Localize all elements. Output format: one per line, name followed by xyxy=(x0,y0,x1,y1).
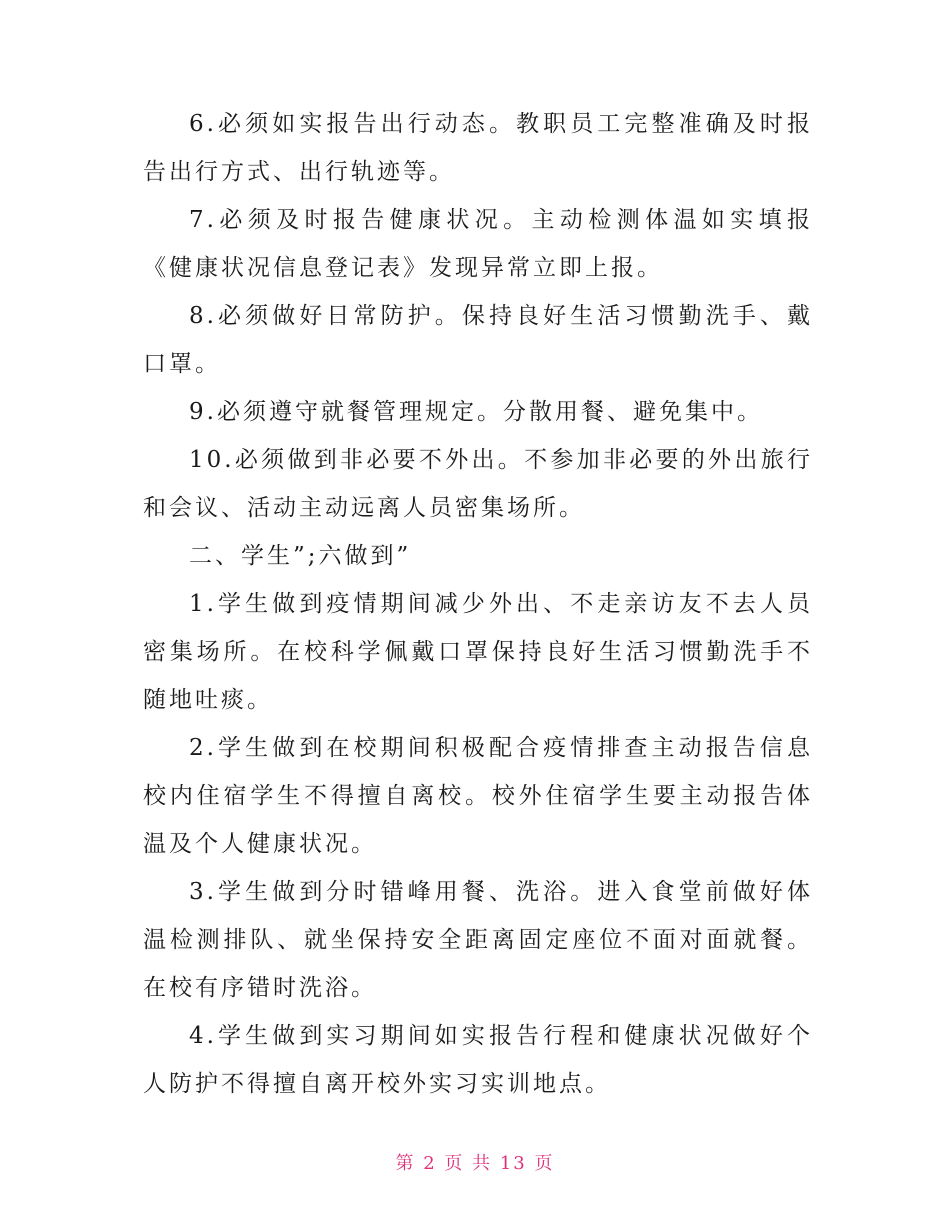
paragraph-7: 7.必须及时报告健康状况。主动检测体温如实填报《健康状况信息登记表》发现异常立即上报。 xyxy=(143,207,813,281)
paragraph-8: 8.必须做好日常防护。保持良好生活习惯勤洗手、戴口罩。 xyxy=(143,303,813,377)
page-number-footer: 第 2 页 共 13 页 xyxy=(395,1153,555,1174)
student-item-2: 2.学生做到在校期间积极配合疫情排查主动报告信息校内住宿学生不得擅自离校。校外住宿学生要主动报告体温及个人健康状况。 xyxy=(143,735,813,857)
paragraph-9: 9.必须遵守就餐管理规定。分散用餐、避免集中。 xyxy=(189,399,763,425)
student-item-4: 4.学生做到实习期间如实报告行程和健康状况做好个人防护不得擅自离开校外实习实训地点。 xyxy=(143,1023,813,1097)
student-item-1: 1.学生做到疫情期间减少外出、不走亲访友不去人员密集场所。在校科学佩戴口罩保持良好生活习惯勤洗手不随地吐痰。 xyxy=(143,591,813,713)
document-body xyxy=(143,100,813,1108)
paragraph-10: 10.必须做到非必要不外出。不参加非必要的外出旅行和会议、活动主动远离人员密集场所。 xyxy=(143,447,813,521)
paragraph-6: 6.必须如实报告出行动态。教职员工完整准确及时报告出行方式、出行轨迹等。 xyxy=(143,111,813,185)
section-heading-students: 二、学生”;六做到” xyxy=(189,543,412,569)
student-item-3: 3.学生做到分时错峰用餐、洗浴。进入食堂前做好体温检测排队、就坐保持安全距离固定座位不面对面就餐。在校有序错时洗浴。 xyxy=(143,879,813,1001)
